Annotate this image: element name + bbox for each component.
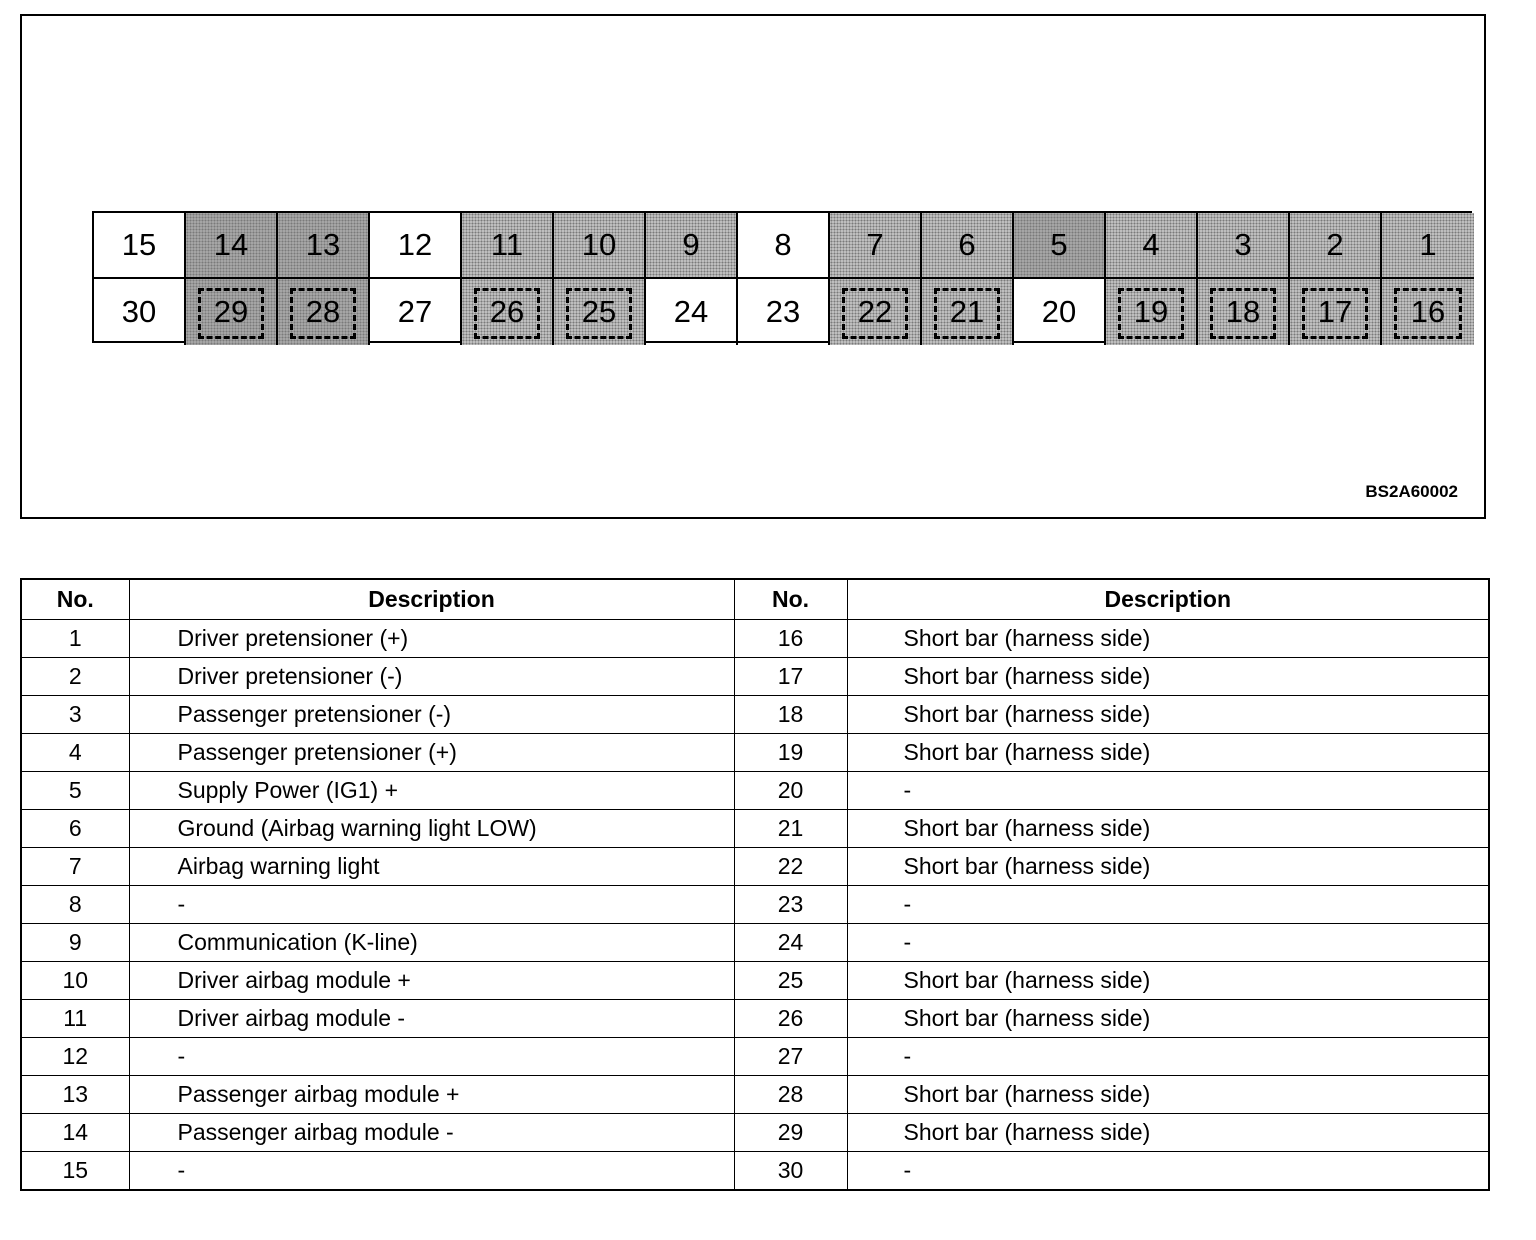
pin-number: 2 bbox=[1326, 227, 1344, 262]
table-row bbox=[21, 772, 1489, 810]
pin-description-left: Passenger pretensioner (+) bbox=[129, 734, 734, 772]
pin-description-left: - bbox=[129, 886, 734, 924]
pin-description-right: Short bar (harness side) bbox=[847, 810, 1489, 848]
pin-no-left: 7 bbox=[21, 848, 129, 886]
pin-no-right: 18 bbox=[734, 696, 847, 734]
pin-no-right: 28 bbox=[734, 1076, 847, 1114]
table-row bbox=[21, 848, 1489, 886]
pin-description-right: Short bar (harness side) bbox=[847, 1000, 1489, 1038]
pin-number: 11 bbox=[490, 227, 524, 262]
pin-description-left: Ground (Airbag warning light LOW) bbox=[129, 810, 734, 848]
pin-description-left: Communication (K-line) bbox=[129, 924, 734, 962]
pin-description-table bbox=[20, 578, 1490, 1191]
pin-no-right: 30 bbox=[734, 1152, 847, 1191]
pin-no-left: 10 bbox=[21, 962, 129, 1000]
pin-no-left: 12 bbox=[21, 1038, 129, 1076]
connector-figure bbox=[20, 14, 1486, 519]
connector-pin bbox=[1014, 279, 1106, 345]
connector-face bbox=[92, 211, 1472, 343]
pin-no-left: 1 bbox=[21, 620, 129, 658]
pin-number: 1 bbox=[1419, 227, 1437, 262]
pin-description-right: Short bar (harness side) bbox=[847, 734, 1489, 772]
connector-pin bbox=[1014, 213, 1106, 279]
pin-no-left: 14 bbox=[21, 1114, 129, 1152]
pin-no-right: 24 bbox=[734, 924, 847, 962]
pin-description-left: Passenger airbag module + bbox=[129, 1076, 734, 1114]
pin-no-left: 3 bbox=[21, 696, 129, 734]
connector-pin bbox=[738, 279, 830, 345]
connector-pin bbox=[1106, 279, 1198, 345]
pin-number: 23 bbox=[765, 294, 801, 329]
pin-number: 5 bbox=[1050, 227, 1068, 262]
pin-number: 26 bbox=[489, 294, 525, 329]
connector-pin bbox=[186, 213, 278, 279]
connector-pin bbox=[370, 279, 462, 345]
connector-pin bbox=[1290, 213, 1382, 279]
table-row bbox=[21, 1152, 1489, 1191]
table-row bbox=[21, 1000, 1489, 1038]
pin-number: 3 bbox=[1234, 227, 1252, 262]
pin-no-left: 9 bbox=[21, 924, 129, 962]
pin-description-right: Short bar (harness side) bbox=[847, 962, 1489, 1000]
pin-number: 13 bbox=[305, 227, 341, 262]
pin-number: 18 bbox=[1225, 294, 1261, 329]
pin-description-right: - bbox=[847, 924, 1489, 962]
pin-description-left: - bbox=[129, 1038, 734, 1076]
header-no-right: No. bbox=[734, 579, 847, 620]
pin-description-left: Driver pretensioner (+) bbox=[129, 620, 734, 658]
pin-number: 14 bbox=[213, 227, 249, 262]
connector-pin bbox=[1106, 213, 1198, 279]
pin-number: 20 bbox=[1041, 294, 1077, 329]
pin-number: 17 bbox=[1317, 294, 1353, 329]
table-row bbox=[21, 620, 1489, 658]
header-no-left: No. bbox=[21, 579, 129, 620]
pin-description-left: Supply Power (IG1) + bbox=[129, 772, 734, 810]
connector-pin bbox=[1290, 279, 1382, 345]
table-header-row bbox=[21, 579, 1489, 620]
pin-no-left: 13 bbox=[21, 1076, 129, 1114]
connector-pin bbox=[462, 279, 554, 345]
connector-pin bbox=[830, 279, 922, 345]
connector-pin bbox=[554, 279, 646, 345]
connector-pin bbox=[278, 213, 370, 279]
pin-description-left: - bbox=[129, 1152, 734, 1191]
pin-number: 8 bbox=[774, 227, 792, 262]
table-row bbox=[21, 924, 1489, 962]
pin-no-right: 25 bbox=[734, 962, 847, 1000]
pin-no-right: 16 bbox=[734, 620, 847, 658]
pin-number: 25 bbox=[581, 294, 617, 329]
pin-no-left: 11 bbox=[21, 1000, 129, 1038]
connector-pin bbox=[370, 213, 462, 279]
pin-no-left: 2 bbox=[21, 658, 129, 696]
pin-description-right: - bbox=[847, 772, 1489, 810]
table-row bbox=[21, 1114, 1489, 1152]
pin-no-right: 19 bbox=[734, 734, 847, 772]
connector-pin bbox=[278, 279, 370, 345]
pin-description-right: - bbox=[847, 1038, 1489, 1076]
pin-description-right: Short bar (harness side) bbox=[847, 1076, 1489, 1114]
pin-number: 4 bbox=[1142, 227, 1160, 262]
table-row bbox=[21, 1038, 1489, 1076]
connector-pin bbox=[1198, 213, 1290, 279]
pin-description-right: Short bar (harness side) bbox=[847, 1114, 1489, 1152]
pin-description-left: Driver airbag module + bbox=[129, 962, 734, 1000]
pin-no-right: 20 bbox=[734, 772, 847, 810]
pin-number: 24 bbox=[673, 294, 709, 329]
header-description-right: Description bbox=[847, 579, 1489, 620]
table-row bbox=[21, 962, 1489, 1000]
connector-pin bbox=[1198, 279, 1290, 345]
pin-number: 15 bbox=[121, 227, 157, 262]
table-row bbox=[21, 658, 1489, 696]
pin-description-left: Passenger pretensioner (-) bbox=[129, 696, 734, 734]
pin-description-left: Driver pretensioner (-) bbox=[129, 658, 734, 696]
pin-no-right: 29 bbox=[734, 1114, 847, 1152]
pin-number: 7 bbox=[866, 227, 884, 262]
pin-number: 6 bbox=[958, 227, 976, 262]
pin-description-left: Driver airbag module - bbox=[129, 1000, 734, 1038]
pin-no-left: 5 bbox=[21, 772, 129, 810]
figure-code: BS2A60002 bbox=[1365, 482, 1458, 501]
pin-no-right: 27 bbox=[734, 1038, 847, 1076]
pin-no-right: 21 bbox=[734, 810, 847, 848]
connector-pin bbox=[830, 213, 922, 279]
connector-pin bbox=[738, 213, 830, 279]
pin-no-right: 26 bbox=[734, 1000, 847, 1038]
pin-number: 10 bbox=[581, 227, 617, 262]
pin-number: 29 bbox=[213, 294, 249, 329]
table-row bbox=[21, 1076, 1489, 1114]
connector-pin bbox=[922, 213, 1014, 279]
table-row bbox=[21, 810, 1489, 848]
table-row bbox=[21, 696, 1489, 734]
table-row bbox=[21, 886, 1489, 924]
pin-description-right: Short bar (harness side) bbox=[847, 658, 1489, 696]
connector-pin bbox=[94, 213, 186, 279]
pin-number: 16 bbox=[1410, 294, 1446, 329]
pin-description-right: Short bar (harness side) bbox=[847, 620, 1489, 658]
pin-number: 21 bbox=[949, 294, 985, 329]
pin-no-left: 15 bbox=[21, 1152, 129, 1191]
connector-pin bbox=[462, 213, 554, 279]
pin-number: 9 bbox=[682, 227, 700, 262]
pin-description-left: Airbag warning light bbox=[129, 848, 734, 886]
pin-number: 28 bbox=[305, 294, 341, 329]
pin-description-left: Passenger airbag module - bbox=[129, 1114, 734, 1152]
pin-no-right: 23 bbox=[734, 886, 847, 924]
pin-description-right: - bbox=[847, 886, 1489, 924]
connector-pin bbox=[1382, 213, 1474, 279]
connector-pin bbox=[186, 279, 278, 345]
pin-number: 22 bbox=[857, 294, 893, 329]
connector-pin bbox=[646, 213, 738, 279]
pin-description-right: Short bar (harness side) bbox=[847, 848, 1489, 886]
connector-pin bbox=[554, 213, 646, 279]
pin-number: 27 bbox=[397, 294, 433, 329]
pin-description-right: Short bar (harness side) bbox=[847, 696, 1489, 734]
connector-pin bbox=[1382, 279, 1474, 345]
pin-number: 12 bbox=[397, 227, 433, 262]
pin-no-left: 6 bbox=[21, 810, 129, 848]
pin-number: 30 bbox=[121, 294, 157, 329]
pin-description-right: - bbox=[847, 1152, 1489, 1191]
pin-no-right: 22 bbox=[734, 848, 847, 886]
connector-pin bbox=[922, 279, 1014, 345]
pin-no-left: 4 bbox=[21, 734, 129, 772]
pin-no-right: 17 bbox=[734, 658, 847, 696]
pin-no-left: 8 bbox=[21, 886, 129, 924]
header-description-left: Description bbox=[129, 579, 734, 620]
table-row bbox=[21, 734, 1489, 772]
pin-number: 19 bbox=[1133, 294, 1169, 329]
connector-pin bbox=[94, 279, 186, 345]
connector-pin bbox=[646, 279, 738, 345]
